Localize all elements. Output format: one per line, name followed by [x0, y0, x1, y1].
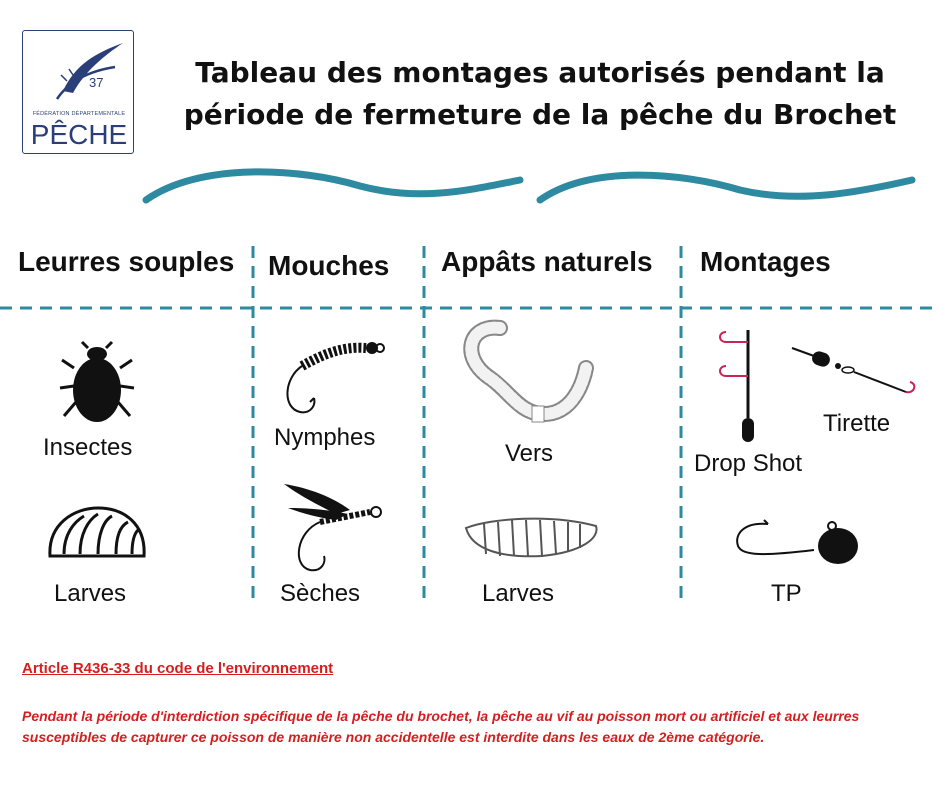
- column-title-montages: Montages: [700, 246, 831, 277]
- column-title-leurres: Leurres souples: [18, 246, 235, 277]
- drop-shot-icon: [712, 326, 762, 446]
- maggot-icon: [462, 512, 602, 562]
- label-larves-naturelles: Larves: [482, 580, 555, 607]
- legal-article-title: Article R436-33 du code de l'environnement: [22, 660, 334, 677]
- logo-federation-text: FÉDÉRATION DÉPARTEMENTALE: [32, 111, 126, 117]
- logo-number: 37: [89, 75, 104, 90]
- nymph-fly-icon: [280, 336, 390, 416]
- wave-right: [540, 175, 912, 200]
- label-vers: Vers: [505, 440, 554, 467]
- column-title-appats: Appâts naturels: [441, 246, 653, 277]
- worm-icon: [460, 318, 600, 428]
- wave-left: [146, 172, 520, 200]
- label-larves-souples: Larves: [54, 580, 127, 607]
- jig-head-icon: [734, 516, 864, 566]
- label-tirette: Tirette: [823, 410, 891, 437]
- tirette-icon: [790, 340, 920, 398]
- label-seches: Sèches: [280, 580, 361, 607]
- legal-article-body: Pendant la période d'interdiction spécifique de la pêche du brochet, la pêche au vif au poisson mort ou artificiel et aux leurres susceptibles de capturer ce poisson de manière non accidentelle est interdite dans les eaux de 2ème catégorie.: [22, 708, 860, 745]
- logo-name: PÊCHE: [30, 119, 128, 150]
- grub-icon: [44, 504, 150, 562]
- beetle-icon: [58, 340, 136, 426]
- column-title-mouches: Mouches: [268, 250, 390, 281]
- label-insectes: Insectes: [43, 434, 133, 461]
- label-drop-shot: Drop Shot: [694, 450, 803, 477]
- page-title: Tableau des montages autorisés pendant la période de fermeture de la pêche du Brochet: [183, 56, 897, 131]
- label-tp: TP: [771, 580, 802, 607]
- label-nymphes: Nymphes: [274, 424, 376, 451]
- dry-fly-icon: [280, 478, 392, 576]
